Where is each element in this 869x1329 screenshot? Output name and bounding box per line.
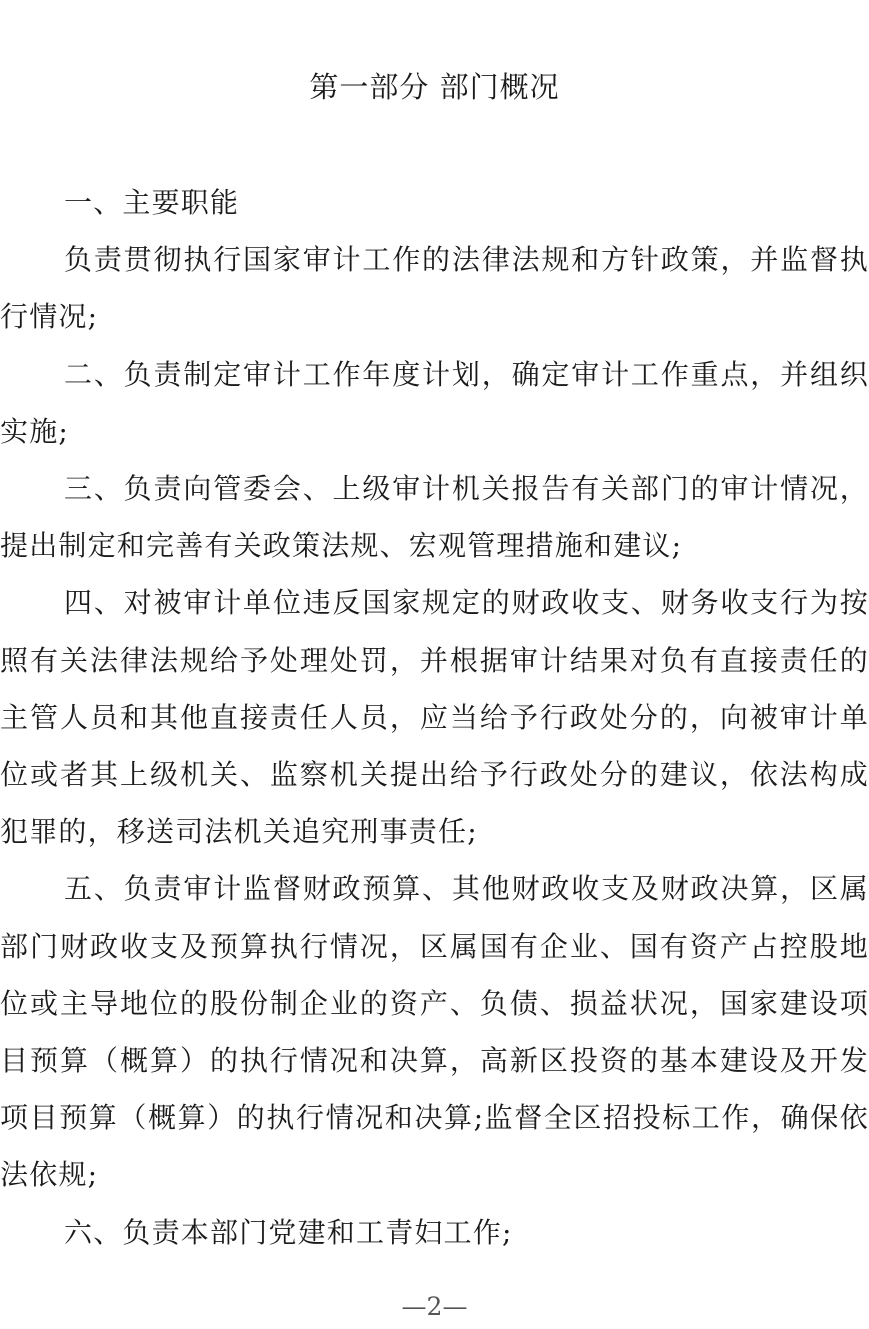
page-title: 第一部分 部门概况 xyxy=(309,70,560,104)
paragraph-item-4: 四、对被审计单位违反国家规定的财政收支、财务收支行为按照有关法律法规给予处理处罚，并根据审计结果对负有直接责任的主管人员和其他直接责任人员，应当给予行政处分的，向被审计单位或者其上级机关、监察机关提出给予行政处分的建议，依法构成犯罪的，移送司法机关追究刑事责任; xyxy=(0,586,869,849)
paragraph-item-6: 六、负责本部门党建和工青妇工作; xyxy=(64,1215,513,1249)
paragraph-item-5: 五、负责审计监督财政预算、其他财政收支及财政决算，区属部门财政收支及预算执行情况，区属国有企业、国有资产占控股地位或主导地位的股份制企业的资产、负债、损益状况，国家建设项目预算（概算）的执行情况和决算，高新区投资的基本建设及开发项目预算（概算）的执行情况和决算;监督全区招投标工作，确保依法依规; xyxy=(0,872,869,1192)
document-body xyxy=(0,174,869,1261)
paragraph-item-3: 三、负责向管委会、上级审计机关报告有关部门的审计情况，提出制定和完善有关政策法规、宏观管理措施和建议; xyxy=(0,472,869,563)
paragraph-item-1: 负责贯彻执行国家审计工作的法律法规和方针政策，并监督执行情况; xyxy=(0,243,869,334)
section-heading-main-functions: 一、主要职能 xyxy=(64,186,240,219)
page-number: —2— xyxy=(401,1292,468,1321)
paragraph-item-2: 二、负责制定审计工作年度计划，确定审计工作重点，并组织实施; xyxy=(0,357,869,448)
